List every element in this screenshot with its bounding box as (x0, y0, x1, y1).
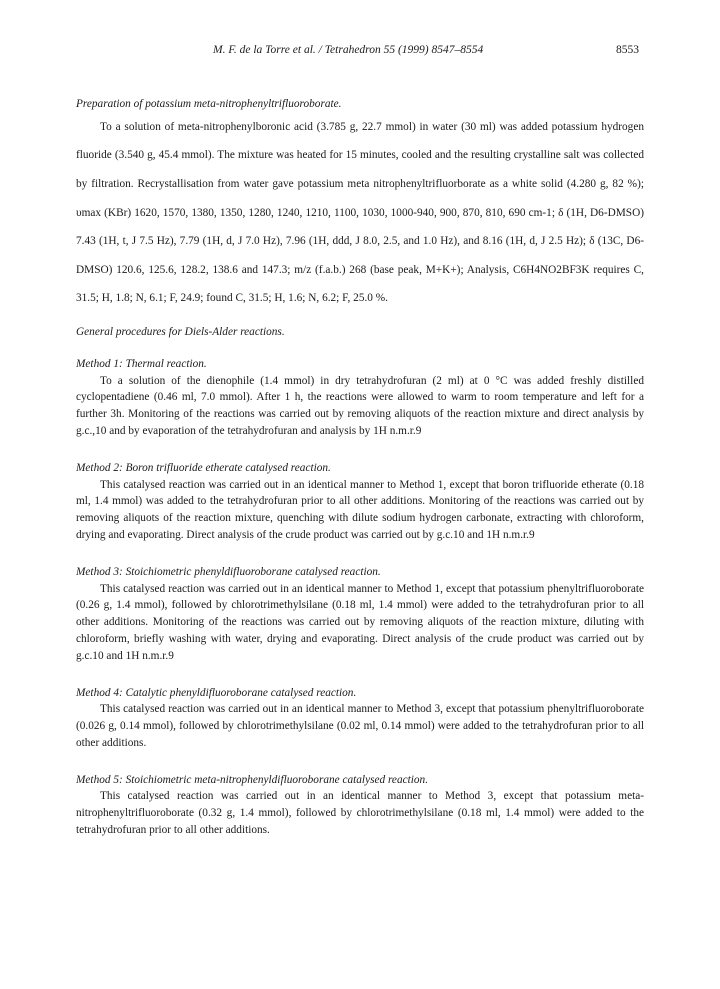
paragraph-text: To a solution of the dienophile (1.4 mmol) in dry tetrahydrofuran (2 ml) at 0 °C was added freshly distilled cyclopentadiene (0.46 ml, 7.0 mmol). After 1 h, the reactions were allowed to warm to room temperature and left for a further 3h. Monitoring of the reactions was carried out by removing aliquots of the reaction mixture and direct analysis by g.c.,10 and by evaporation of the tetrahydrofuran and analysis by 1H n.m.r.9 (76, 374, 644, 437)
section-method-5 (76, 772, 644, 839)
paragraph (76, 701, 644, 751)
method-heading: Method 1: Thermal reaction. (76, 357, 207, 370)
section-heading: Preparation of potassium meta-nitrophenyltrifluoroborate. (76, 98, 342, 110)
journal-citation: M. F. de la Torre et al. / Tetrahedron 55 (1999) 8547–8554 (213, 44, 484, 56)
paragraph-text: This catalysed reaction was carried out in an identical manner to Method 3, except that potassium meta-nitrophenyltrifluoroborate (0.32 g, 1.4 mmol), followed by chlorotrimethylsilane (0.18 ml, 1.4 mmol) were added to the tetrahydrofuran prior to all other additions. (76, 790, 644, 837)
paragraph-text: To a solution of meta-nitrophenylboronic acid (3.785 g, 22.7 mmol) in water (30 ml) was added potassium hydrogen fluoride (3.540 g, 45.4 mmol). The mixture was heated for 15 minutes, cooled and the resulting crystalline salt was collected by filtration. Recrystallisation from water gave potassium meta nitrophenyltrifluorborate as a white solid (4.280 g, 82 %); υmax (KBr) 1620, 1570, 1380, 1350, 1280, 1240, 1210, 1100, 1030, 1000-940, 900, 870, 810, 690 cm-1; δ (1H, D6-DMSO) 7.43 (1H, t, J 7.5 Hz), 7.79 (1H, d, J 7.0 Hz), 7.96 (1H, ddd, J 8.0, 2.5, and 1.0 Hz), and 8.16 (1H, d, J 2.5 Hz); δ (13C, D6-DMSO) 120.6, 125.6, 128.2, 138.6 and 147.3; m/z (f.a.b.) 268 (base peak, M+K+); Analysis, C6H4NO2BF3K requires C, 31.5; H, 1.8; N, 6.1; F, 24.9; found C, 31.5; H, 1.6; N, 6.2; F, 25.0 %. (76, 120, 644, 305)
paragraph (76, 373, 644, 440)
section-method-4 (76, 685, 644, 752)
general-procedures-heading: General procedures for Diels-Alder reactions. (76, 325, 285, 338)
section-preparation (76, 96, 644, 313)
method-heading: Method 4: Catalytic phenyldifluoroborane catalysed reaction. (76, 686, 357, 699)
article-body (76, 96, 644, 839)
paragraph (76, 113, 644, 313)
method-heading: Method 5: Stoichiometric meta-nitrophenyldifluoroborane catalysed reaction. (76, 773, 429, 786)
paragraph (76, 477, 644, 544)
paragraph-text: This catalysed reaction was carried out in an identical manner to Method 3, except that potassium phenyltrifluoroborate (0.026 g, 0.14 mmol), followed by chlorotrimethylsilane (0.02 ml, 0.14 mmol) were added to the tetrahydrofuran prior to all other additions. (76, 703, 644, 749)
paragraph-text: This catalysed reaction was carried out in an identical manner to Method 1, except that potassium phenyltrifluoroborate (0.26 g, 1.4 mmol), followed by chlorotrimethylsilane (0.18 ml, 1.4 mmol) were added to the tetrahydrofuran prior to all other additions. Monitoring of the reactions was carried out by removing aliquots of the reaction mixture, diluting with chloroform, briefly washing with water, drying and evaporating. Direct analysis of the crude product was carried out by g.c.10 and 1H n.m.r.9 (76, 582, 644, 662)
section-method-2 (76, 460, 644, 544)
section-method-1 (76, 356, 644, 440)
page-number: 8553 (616, 44, 639, 56)
paragraph-text: This catalysed reaction was carried out in an identical manner to Method 1, except that boron trifluoride etherate (0.18 ml, 1.4 mmol) was added to the tetrahydrofuran prior to all other additions. Monitoring of the reactions was carried out by removing aliquots of the reaction mixture, quenching with dilute sodium hydrogen carbonate, extracting with chloroform, drying and evaporating. Direct analysis of the crude product was carried out by g.c.10 and 1H n.m.r.9 (76, 478, 644, 541)
paragraph (76, 581, 644, 665)
method-heading: Method 3: Stoichiometric phenyldifluoroborane catalysed reaction. (76, 565, 381, 578)
section-method-3 (76, 564, 644, 665)
paragraph (76, 788, 644, 838)
method-heading: Method 2: Boron trifluoride etherate catalysed reaction. (76, 461, 331, 474)
